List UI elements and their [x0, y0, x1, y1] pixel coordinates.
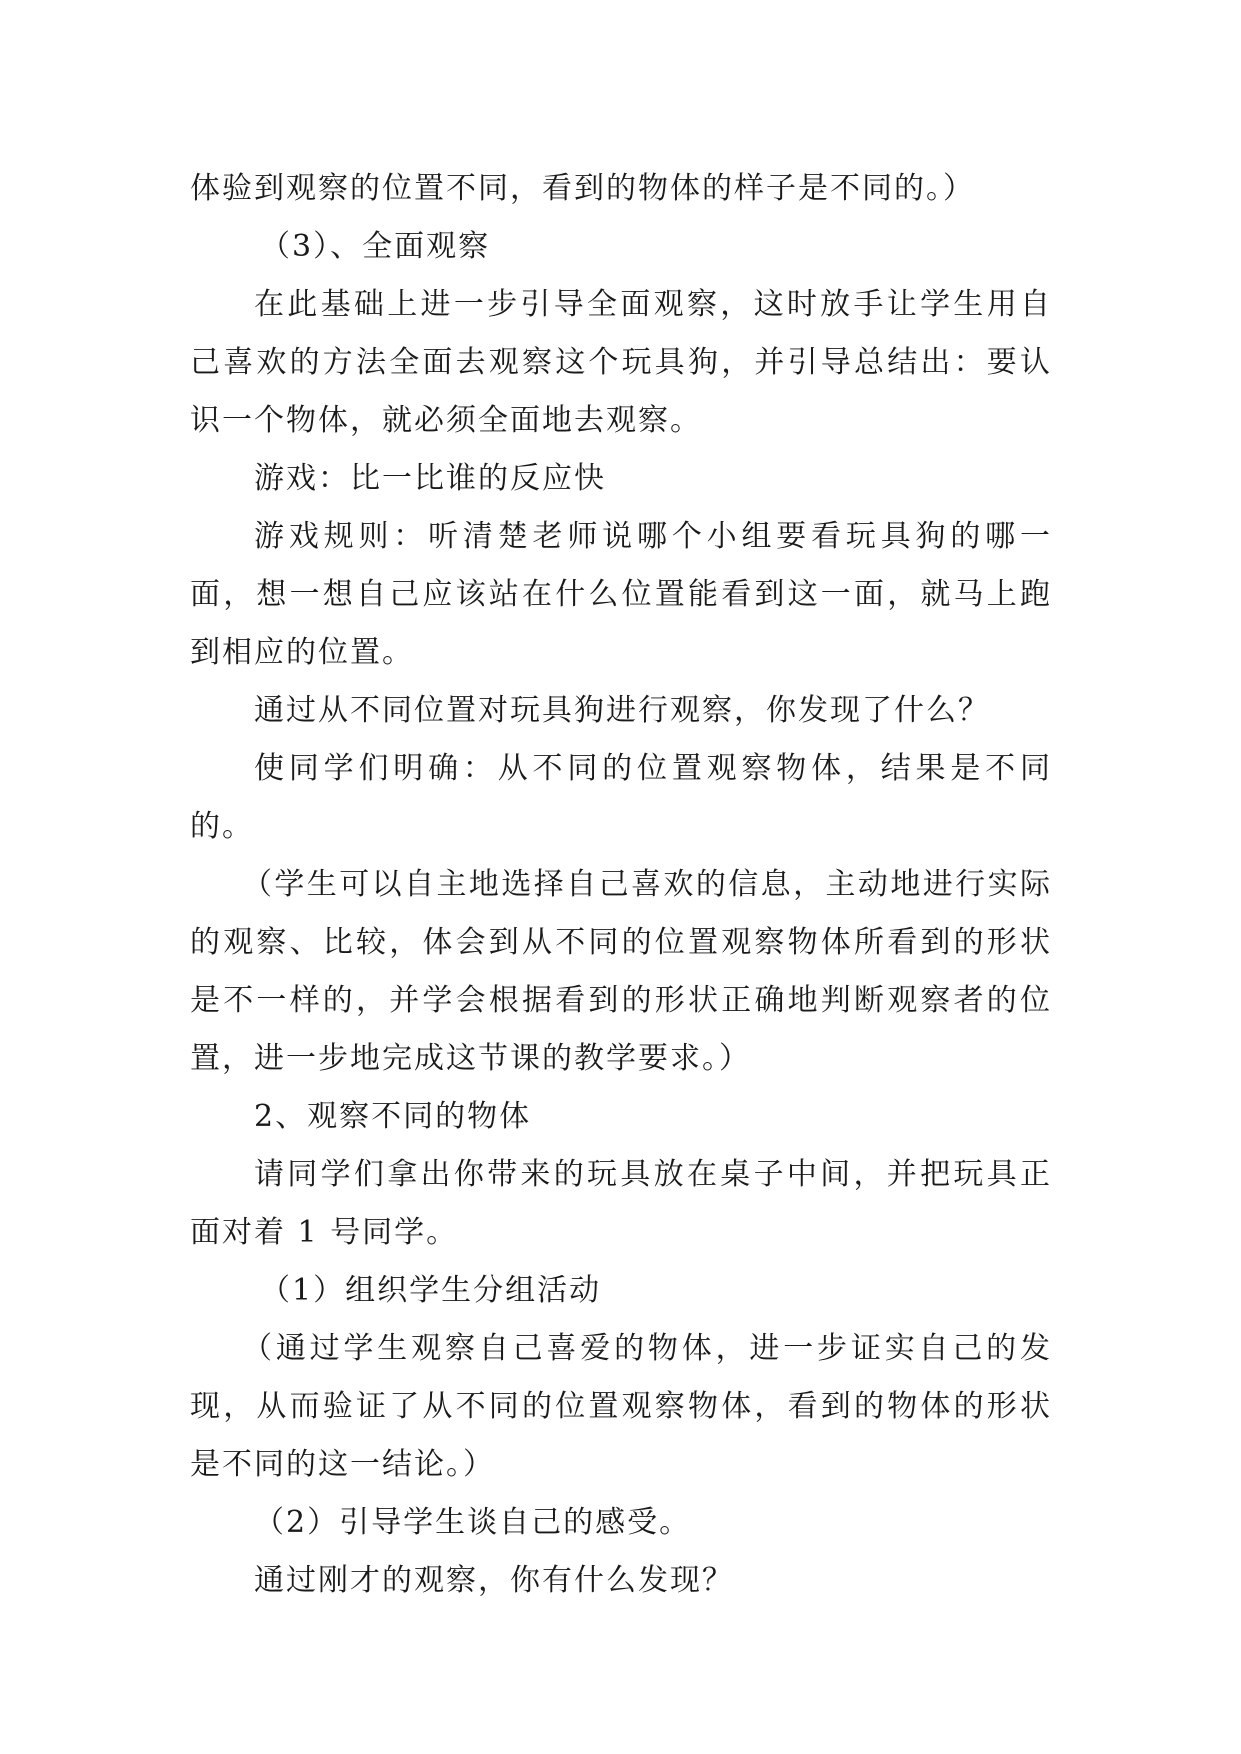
paragraph-conclusion: 使同学们明确：从不同的位置观察物体，结果是不同的。: [190, 751, 1052, 844]
subheading-observe-different-objects: 2、观察不同的物体: [254, 1099, 532, 1134]
subheading-share-feelings: （2）引导学生谈自己的感受。: [254, 1505, 692, 1540]
subheading-comprehensive-observation: （3）、全面观察: [260, 229, 491, 264]
paragraph-continuation: 体验到观察的位置不同，看到的物体的样子是不同的。）: [190, 171, 975, 206]
subheading-group-activity: （1）组织学生分组活动: [260, 1273, 602, 1308]
paragraph-game-title: 游戏：比一比谁的反应快: [254, 461, 606, 496]
paragraph-final-question: 通过刚才的观察，你有什么发现？: [254, 1563, 734, 1598]
paragraph-question-discovery: 通过从不同位置对玩具狗进行观察，你发现了什么？: [254, 693, 990, 728]
paragraph-bring-toys: 请同学们拿出你带来的玩具放在桌子中间，并把玩具正面对着 1 号同学。: [190, 1157, 1052, 1250]
document-body: [190, 160, 1052, 1610]
paragraph-student-note: （学生可以自主地选择自己喜欢的信息，主动地进行实际的观察、比较，体会到从不同的位置观察物体所看到的形状是不一样的，并学会根据看到的形状正确地判断观察者的位置，进一步地完成这节课的教学要求。）: [190, 867, 1052, 1076]
paragraph-game-rules: 游戏规则：听清楚老师说哪个小组要看玩具狗的哪一面，想一想自己应该站在什么位置能看到这一面，就马上跑到相应的位置。: [190, 519, 1052, 670]
paragraph-verification-note: （通过学生观察自己喜爱的物体，进一步证实自己的发现，从而验证了从不同的位置观察物体，看到的物体的形状是不同的这一结论。）: [190, 1331, 1052, 1482]
paragraph-guide-observation: 在此基础上进一步引导全面观察，这时放手让学生用自己喜欢的方法全面去观察这个玩具狗，并引导总结出：要认识一个物体，就必须全面地去观察。: [190, 287, 1052, 438]
